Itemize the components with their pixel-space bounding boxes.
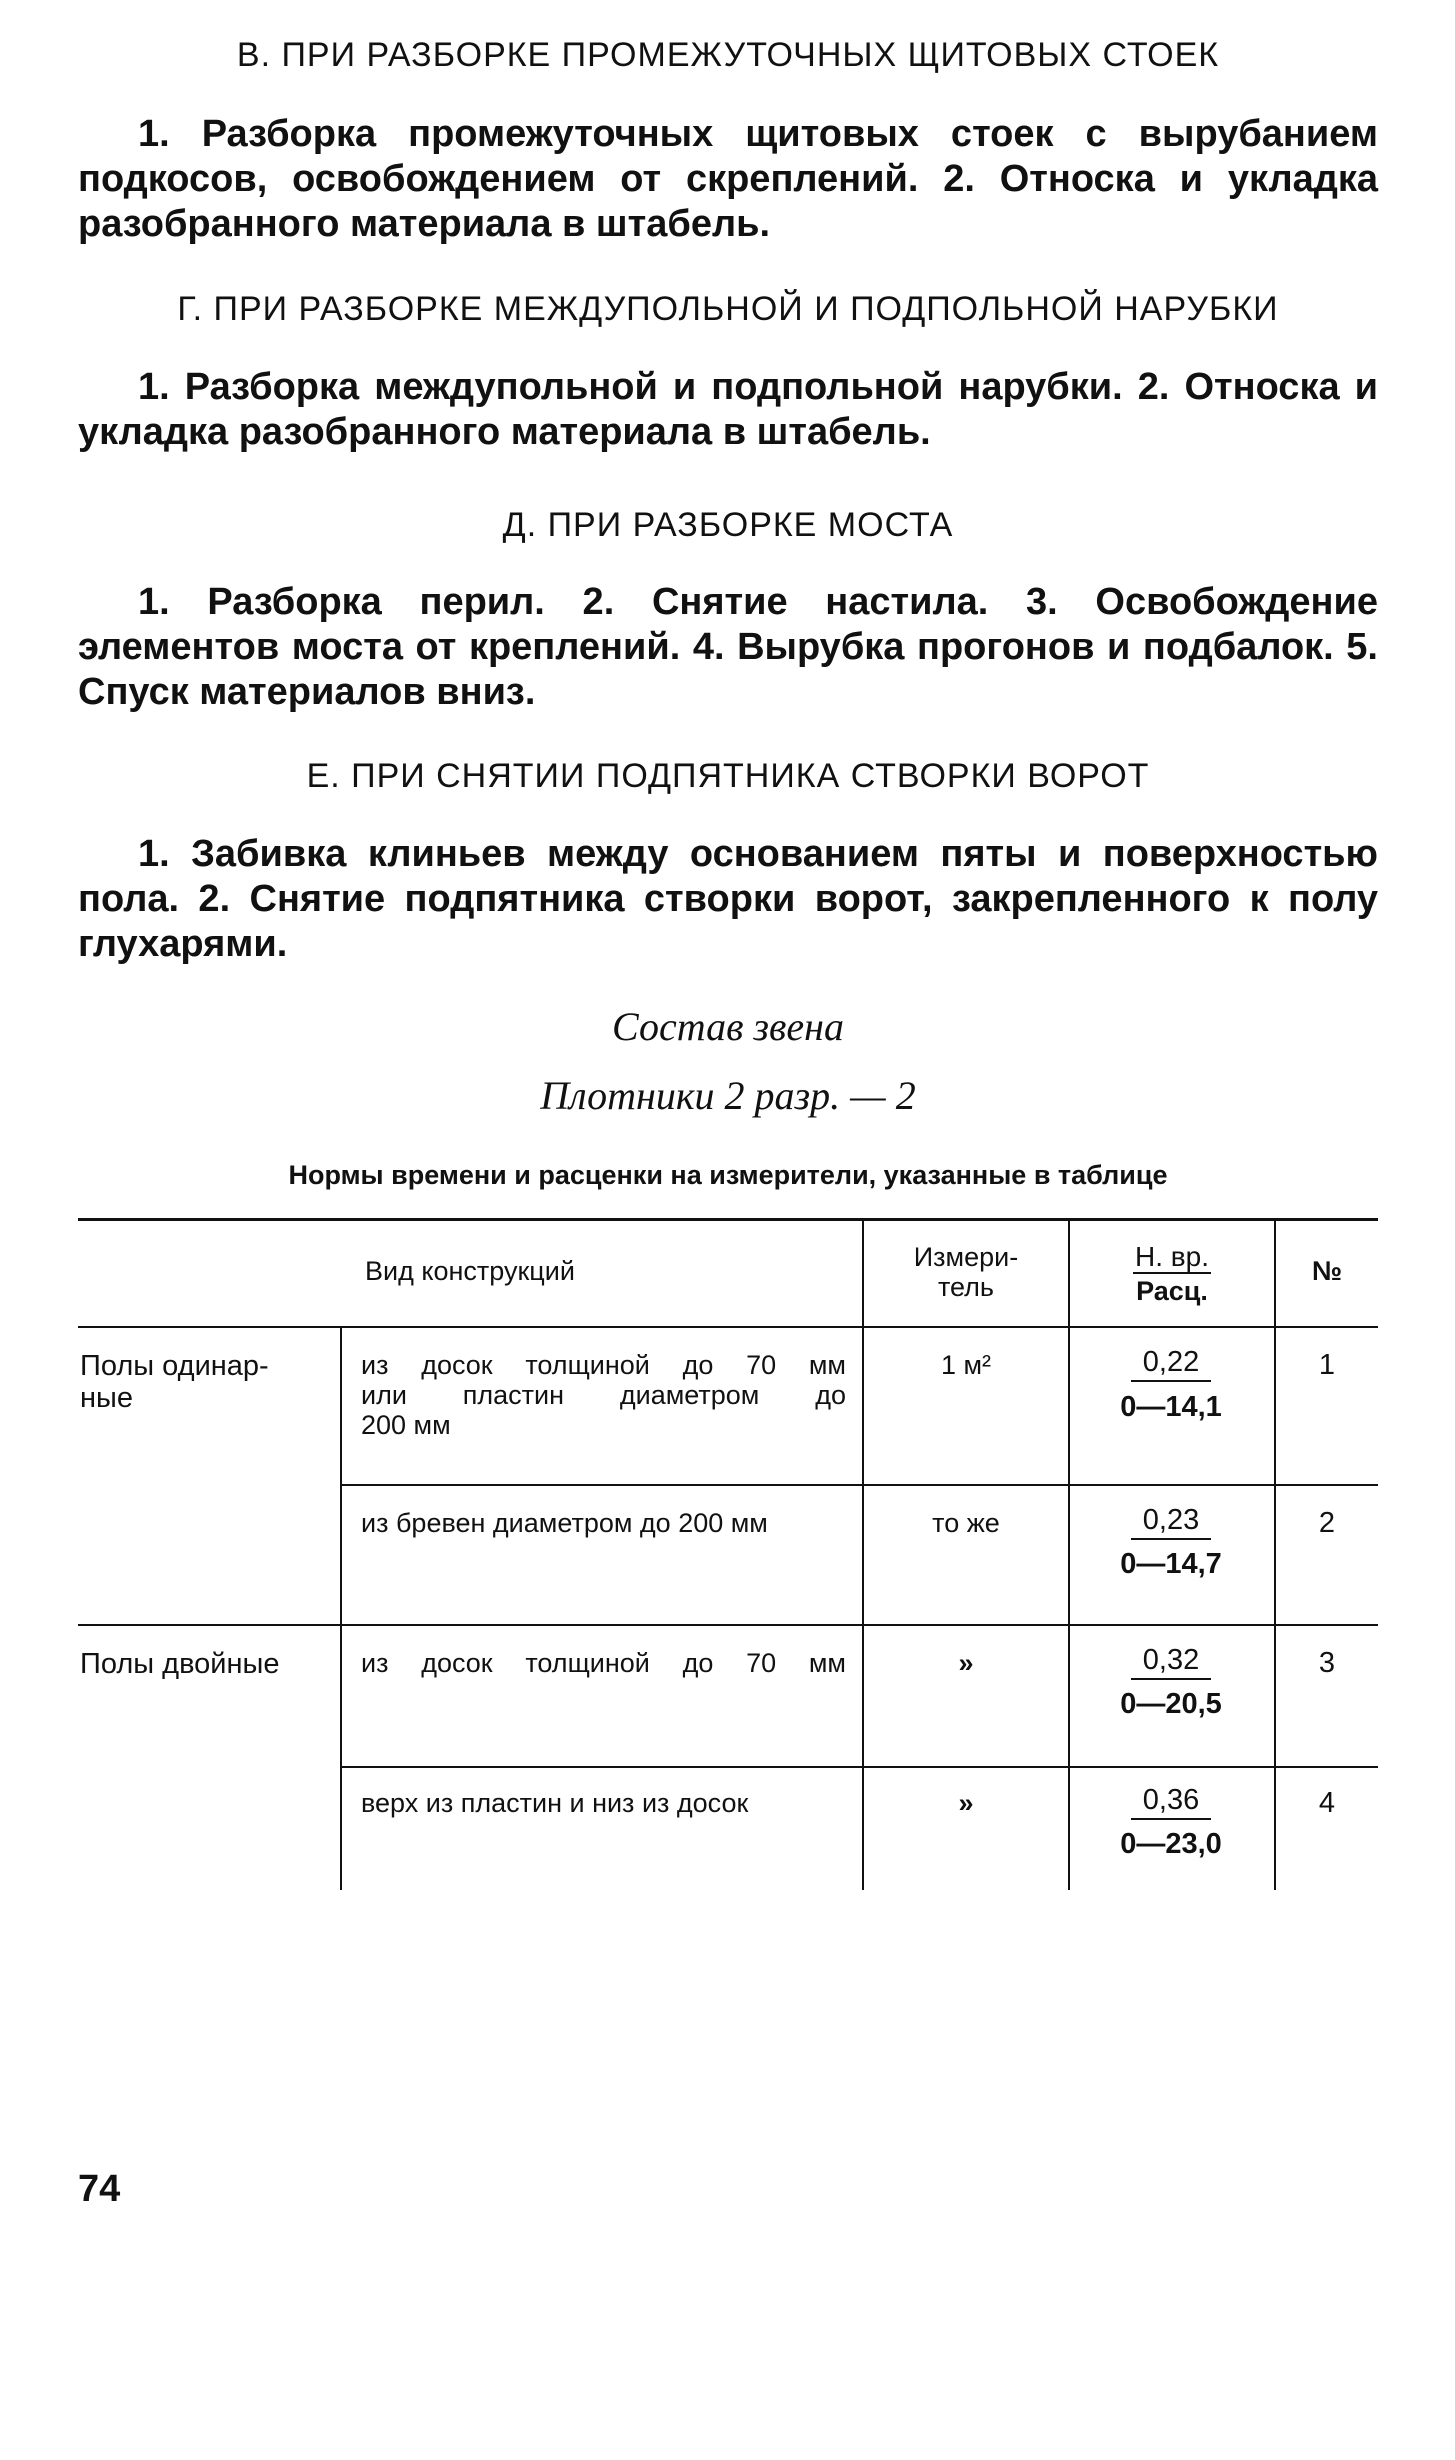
row-4-description: верх из пластин и низ из досок	[361, 1788, 749, 1818]
time-norm-value: 0,23	[1131, 1504, 1211, 1540]
header-unit	[864, 1242, 1068, 1302]
row-3-price: 0—20,5	[1120, 1688, 1222, 1720]
row-2-description: из бревен диаметром до 200 мм	[361, 1508, 768, 1538]
header-price: Расц.	[1136, 1276, 1208, 1306]
time-norm-value: 0,36	[1131, 1784, 1211, 1820]
document-page	[78, 0, 1378, 2460]
section-text-d: 1. Разборка перил. 2. Снятие настила. 3. Освобождение элементов моста от креплений. 4. Вырубка прогонов и подбалок. 5. Спуск материалов вниз.	[78, 581, 1378, 713]
header-construction: Вид конструкций	[365, 1256, 575, 1286]
row-2-unit: то же	[932, 1508, 1000, 1538]
table-row-rule	[340, 1766, 1378, 1768]
row-4-price: 0—23,0	[1120, 1828, 1222, 1860]
time-norm-value: 0,22	[1131, 1346, 1211, 1382]
time-norm-value: 0,32	[1131, 1644, 1211, 1680]
section-heading-d: Д. ПРИ РАЗБОРКЕ МОСТА	[502, 506, 954, 544]
group-name-double-floors: Полы двойные	[80, 1648, 280, 1680]
table-caption: Нормы времени и расценки на измерители, указанные в таблице	[288, 1160, 1168, 1190]
header-rate-top	[1070, 1240, 1274, 1274]
table-group-rule	[78, 1624, 1378, 1626]
row-1-number: 1	[1318, 1349, 1336, 1381]
crew-members: Плотники 2 разр. — 2	[540, 1073, 916, 1118]
section-heading-v: В. ПРИ РАЗБОРКЕ ПРОМЕЖУТОЧНЫХ ЩИТОВЫХ СТОЕК	[236, 36, 1220, 74]
row-4-unit: »	[958, 1788, 974, 1818]
row-3-unit: »	[958, 1648, 974, 1678]
header-rate	[1070, 1240, 1274, 1308]
section-heading-g: Г. ПРИ РАЗБОРКЕ МЕЖДУПОЛЬНОЙ И ПОДПОЛЬНОЙ НАРУБКИ	[177, 290, 1279, 328]
row-1-time-norm	[1071, 1346, 1271, 1379]
group-name-line1: Полы одинар-	[80, 1350, 269, 1382]
section-text-e: 1. Забивка клиньев между основанием пяты и поверхностью пола. 2. Снятие подпятника створки ворот, закрепленного к полу глухарями.	[78, 833, 1378, 965]
group-name-line2: ные	[80, 1382, 133, 1414]
row-4-time-norm	[1071, 1784, 1271, 1817]
description-line: из досок толщиной до 70 мм	[361, 1350, 846, 1380]
row-1-price: 0—14,1	[1120, 1391, 1222, 1423]
header-number: №	[1311, 1256, 1343, 1286]
row-2-time-norm	[1071, 1504, 1271, 1537]
table-header-rule	[78, 1326, 1378, 1328]
section-text-v: 1. Разборка промежуточных щитовых стоек с вырубанием подкосов, освобождением от скреплений. 2. Относка и укладка разобранного материала в штабель.	[78, 113, 1378, 245]
header-unit-line2: тель	[937, 1272, 994, 1302]
norms-table	[78, 1218, 1378, 1890]
description-line: 200 мм	[361, 1410, 451, 1440]
row-3-time-norm	[1071, 1644, 1271, 1677]
crew-title: Состав звена	[611, 1004, 844, 1049]
header-time-norm: Н. вр.	[1134, 1241, 1209, 1272]
description-line: или пластин диаметром до	[361, 1380, 846, 1410]
row-3-number: 3	[1318, 1647, 1336, 1679]
table-row-rule	[340, 1484, 1378, 1486]
row-3-description: из досок толщиной до 70 мм	[361, 1648, 846, 1678]
section-heading-e: Е. ПРИ СНЯТИИ ПОДПЯТНИКА СТВОРКИ ВОРОТ	[306, 757, 1150, 795]
section-text-g: 1. Разборка междупольной и подпольной нарубки. 2. Относка и укладка разобранного материала в штабель.	[78, 366, 1378, 453]
group-name-single-floors	[80, 1350, 330, 1414]
row-1-unit: 1 м²	[940, 1350, 992, 1380]
row-2-price: 0—14,7	[1120, 1548, 1222, 1580]
page-number: 74	[78, 2168, 121, 2210]
table-column-rule	[1068, 1218, 1070, 1890]
row-4-number: 4	[1318, 1787, 1336, 1819]
row-1-description	[361, 1350, 846, 1440]
header-unit-line1: Измери-	[913, 1242, 1019, 1272]
row-2-number: 2	[1318, 1507, 1336, 1539]
table-top-rule	[78, 1218, 1378, 1221]
table-column-rule	[340, 1326, 342, 1890]
